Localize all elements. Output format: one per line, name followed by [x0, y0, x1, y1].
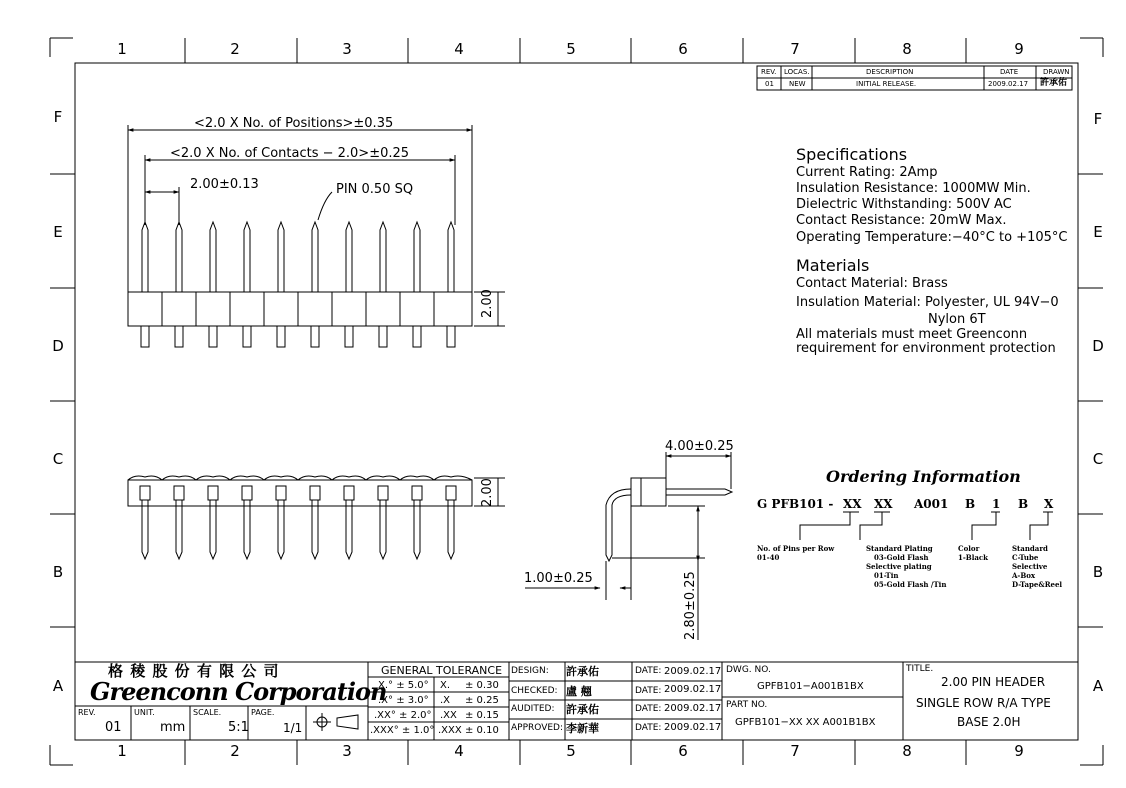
- frame-corner-br: [1080, 745, 1103, 765]
- ordering-note-packing-1: Standard: [1012, 544, 1048, 553]
- front-view-pin: [446, 486, 456, 559]
- tol-linear-value-2: ± 0.15: [465, 710, 499, 721]
- signoff-approved-name: 李新華: [566, 722, 599, 735]
- company-name-cn: 格 稜 股 份 有 限 公 司: [108, 662, 280, 680]
- spec-line-4: Contact Resistance: 20mW Max.: [796, 213, 1007, 228]
- top-view-pin: [345, 222, 353, 347]
- zone-row-c-right: C: [1092, 450, 1104, 468]
- ordering-note-plating-2: 03-Gold Flash: [874, 553, 929, 562]
- spec-line-3: Dielectric Withstanding: 500V AC: [796, 197, 1012, 212]
- tol-linear-value-3: ± 0.10: [465, 725, 499, 736]
- top-view-pin: [413, 222, 421, 347]
- ordering-leaders: [800, 512, 1053, 540]
- rev-header-description: DESCRIPTION: [866, 68, 914, 76]
- zone-row-d-right: D: [1092, 337, 1104, 355]
- zone-row-f-right: F: [1093, 110, 1103, 128]
- signoff-approved-date-label: DATE:: [635, 723, 662, 733]
- dim-height-front: 2.00: [480, 478, 495, 507]
- ordering-code-plating: XX: [874, 497, 893, 511]
- rev-row-drawn: 許承佑: [1040, 78, 1068, 88]
- ordering-note-plating-3: Selective plating: [866, 562, 932, 571]
- rev-header-rev: REV.: [761, 68, 777, 76]
- tol-linear-value-1: ± 0.25: [465, 695, 499, 706]
- title-label: TITLE.: [906, 664, 934, 674]
- tol-angle-1: .X° ± 3.0°: [378, 695, 429, 706]
- front-view-pin: [310, 486, 320, 559]
- top-view-pin: [277, 222, 285, 347]
- rev-value: 01: [105, 720, 122, 735]
- ordering-note-packing-5: D-Tape&Reel: [1012, 580, 1063, 589]
- dim-side-offset: 1.00±0.25: [524, 571, 593, 586]
- ordering-code-color: 1: [992, 497, 1001, 511]
- materials-contact: Contact Material: Brass: [796, 276, 948, 291]
- frame-corner-tl: [50, 38, 73, 57]
- ordering-note-packing-4: A-Box: [1012, 571, 1036, 580]
- top-view-pin: [311, 222, 319, 347]
- zone-col-5-bottom: 5: [566, 742, 576, 760]
- signoff-checked-date: 2009.02.17: [664, 684, 722, 695]
- unit-label: UNIT.: [134, 708, 155, 717]
- rev-header-drawn: DRAWN: [1043, 68, 1070, 76]
- top-view-pin: [141, 222, 149, 347]
- ordering-code-a001: A001: [914, 497, 949, 511]
- front-view-pin: [140, 486, 150, 559]
- dim-height-top: 2.00: [480, 289, 495, 318]
- ordering-code-packing: X: [1044, 497, 1054, 511]
- zone-col-5: 5: [566, 40, 576, 58]
- front-view-pin: [174, 486, 184, 559]
- zone-col-9-bottom: 9: [1014, 742, 1024, 760]
- front-view-pin: [208, 486, 218, 559]
- title-line-3: BASE 2.0H: [957, 715, 1021, 729]
- signoff-audited-date: 2009.02.17: [664, 703, 722, 714]
- zone-row-b: B: [52, 563, 64, 581]
- front-view-pin: [276, 486, 286, 559]
- spec-line-1: Current Rating: 2Amp: [796, 165, 938, 180]
- zone-row-a-right: A: [1092, 677, 1104, 695]
- zone-col-2-bottom: 2: [230, 742, 240, 760]
- scale-value: 5:1: [228, 720, 249, 735]
- rev-header-locas: LOCAS.: [784, 68, 810, 76]
- zone-row-a: A: [52, 677, 64, 695]
- zone-col-1-bottom: 1: [117, 742, 127, 760]
- signoff-checked-name: 盧 翹: [566, 685, 592, 698]
- ordering-note-color-2: 1-Black: [958, 553, 988, 562]
- dim-positions: <2.0 X No. of Positions>±0.35: [194, 116, 394, 131]
- signoff-checked-date-label: DATE:: [635, 686, 662, 696]
- zone-col-7: 7: [790, 40, 800, 58]
- zone-col-1: 1: [117, 40, 127, 58]
- title-line-2: SINGLE ROW R/A TYPE: [916, 696, 1051, 710]
- zone-col-4-bottom: 4: [454, 742, 464, 760]
- signoff-design-date-label: DATE:: [635, 666, 662, 676]
- ordering-note-plating-1: Standard Plating: [866, 544, 933, 553]
- spec-line-2: Insulation Resistance: 1000MW Min.: [796, 181, 1031, 196]
- zone-row-b-right: B: [1092, 563, 1104, 581]
- side-view: [525, 452, 732, 640]
- top-view-pin: [379, 222, 387, 347]
- front-view-pin: [412, 486, 422, 559]
- rev-row-rev: 01: [765, 80, 774, 88]
- tol-linear-label-1: .X: [440, 695, 451, 706]
- zone-col-6-bottom: 6: [678, 742, 688, 760]
- ordering-note-plating-5: 05-Gold Flash /Tin: [874, 580, 947, 589]
- tol-linear-label-3: .XXX: [438, 725, 462, 736]
- front-view: [128, 476, 505, 559]
- rev-label: REV.: [78, 708, 96, 717]
- dwg-no-value: GPFB101−A001B1BX: [757, 681, 864, 692]
- ordering-note-packing-3: Selective: [1012, 562, 1048, 571]
- tol-angle-3: .XXX° ± 1.0°: [370, 725, 435, 736]
- dim-pin-size: PIN 0.50 SQ: [336, 182, 414, 197]
- dim-contacts: <2.0 X No. of Contacts − 2.0>±0.25: [170, 146, 410, 161]
- front-view-pin: [378, 486, 388, 559]
- zone-col-7-bottom: 7: [790, 742, 800, 760]
- ordering-note-color-1: Color: [958, 544, 980, 553]
- ordering-note-plating-4: 01-Tin: [874, 571, 899, 580]
- top-view-pin: [209, 222, 217, 347]
- zone-row-e: E: [53, 223, 63, 241]
- top-view-pin: [175, 222, 183, 347]
- materials-title: Materials: [796, 256, 870, 275]
- ordering-note-positions-1: No. of Pins per Row: [757, 544, 835, 553]
- signoff-design-date: 2009.02.17: [664, 666, 722, 677]
- signoff-design-role: DESIGN:: [511, 666, 549, 676]
- tol-linear-label-0: X.: [440, 680, 451, 691]
- dim-side-length: 2.80±0.25: [683, 571, 698, 640]
- front-view-pin: [242, 486, 252, 559]
- company-name-en: Greenconn Corporation: [90, 677, 387, 706]
- zone-col-2: 2: [230, 40, 240, 58]
- zone-col-6: 6: [678, 40, 688, 58]
- zone-row-f: F: [53, 108, 63, 126]
- ordering-code-b2: B: [1018, 497, 1029, 511]
- materials-note-2: requirement for environment protection: [796, 341, 1056, 356]
- signoff-approved-date: 2009.02.17: [664, 722, 722, 733]
- tolerance-title: GENERAL TOLERANCE: [381, 664, 503, 677]
- ordering-note-packing-2: C-Tube: [1012, 553, 1039, 562]
- projection-symbol-icon: [313, 713, 358, 731]
- part-no-label: PART NO.: [726, 700, 768, 710]
- front-view-pin: [344, 486, 354, 559]
- signoff-audited-name: 許承佑: [566, 703, 599, 716]
- zone-col-3: 3: [342, 40, 352, 58]
- materials-insulation: Insulation Material: Polyester, UL 94V−0: [796, 295, 1059, 310]
- tol-angle-0: X.° ± 5.0°: [378, 680, 429, 691]
- specifications-title: Specifications: [796, 145, 908, 164]
- top-view-pin: [447, 222, 455, 347]
- tol-linear-label-2: .XX: [440, 710, 457, 721]
- page-value: 1/1: [283, 721, 303, 735]
- zone-row-e-right: E: [1093, 223, 1103, 241]
- zone-col-3-bottom: 3: [342, 742, 352, 760]
- zone-col-4: 4: [454, 40, 464, 58]
- zone-col-9: 9: [1014, 40, 1024, 58]
- rev-row-description: INITIAL RELEASE.: [856, 80, 917, 88]
- materials-note-1: All materials must meet Greenconn: [796, 327, 1028, 342]
- signoff-audited-date-label: DATE:: [635, 704, 662, 714]
- signoff-approved-role: APPROVED:: [511, 723, 563, 733]
- rev-header-date: DATE: [1000, 68, 1019, 76]
- signoff-design-name: 許承佑: [566, 665, 599, 678]
- ordering-note-positions-2: 01-40: [757, 553, 780, 562]
- zone-row-c: C: [52, 450, 64, 468]
- zone-col-8-bottom: 8: [902, 742, 912, 760]
- frame-corner-tr: [1080, 38, 1103, 57]
- zone-row-d: D: [52, 337, 64, 355]
- tol-angle-2: .XX° ± 2.0°: [374, 710, 432, 721]
- ordering-title: Ordering Information: [826, 467, 1021, 486]
- part-no-value: GPFB101−XX XX A001B1BX: [735, 717, 876, 728]
- zone-col-8: 8: [902, 40, 912, 58]
- signoff-checked-role: CHECKED:: [511, 686, 558, 696]
- materials-insulation-2: Nylon 6T: [928, 312, 986, 327]
- ordering-code-prefix: G PFB101 -: [757, 497, 834, 511]
- ordering-code-b: B: [965, 497, 976, 511]
- dim-side-depth: 4.00±0.25: [665, 439, 734, 454]
- tol-linear-value-0: ± 0.30: [465, 680, 499, 691]
- spec-line-5: Operating Temperature:−40°C to +105°C: [796, 230, 1068, 245]
- top-view-pin: [243, 222, 251, 347]
- frame-corner-bl: [50, 745, 73, 765]
- ordering-code-positions: XX: [843, 497, 862, 511]
- signoff-audited-role: AUDITED:: [511, 704, 555, 714]
- dwg-no-label: DWG. NO.: [726, 665, 771, 675]
- rev-row-locas: NEW: [789, 80, 806, 88]
- dim-pitch: 2.00±0.13: [190, 177, 259, 192]
- unit-value: mm: [160, 720, 186, 735]
- title-line-1: 2.00 PIN HEADER: [941, 675, 1046, 689]
- scale-label: SCALE.: [193, 708, 222, 717]
- rev-row-date: 2009.02.17: [988, 80, 1029, 88]
- page-label: PAGE.: [251, 708, 275, 717]
